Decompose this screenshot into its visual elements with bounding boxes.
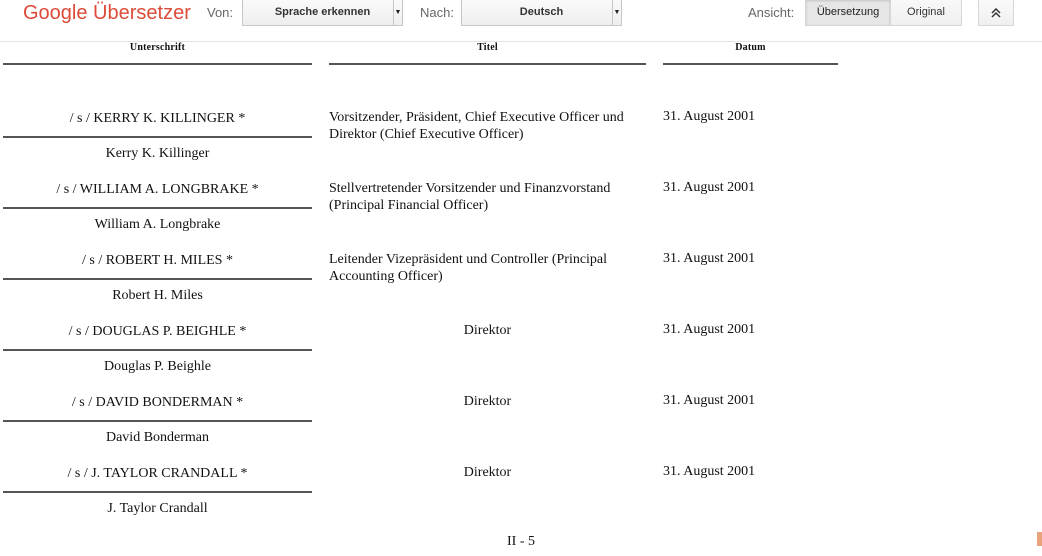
signature-line	[3, 278, 312, 280]
from-label: Von:	[207, 5, 234, 20]
signature-line	[3, 349, 312, 351]
scroll-indicator[interactable]	[1037, 532, 1042, 546]
signature-name: Douglas P. Beighle	[104, 359, 211, 374]
header-date: Datum	[735, 42, 766, 53]
row-date: 31. August 2001	[663, 464, 756, 479]
target-language-select[interactable]	[461, 0, 622, 26]
page-number: II - 5	[507, 534, 535, 549]
signature-signed: / s / WILLIAM A. LONGBRAKE *	[56, 182, 259, 197]
header-signature: Unterschrift	[129, 42, 186, 53]
row-date: 31. August 2001	[663, 180, 756, 195]
header-title: Titel	[477, 42, 498, 53]
signature-name: Kerry K. Killinger	[105, 146, 210, 161]
signature-name: William A. Longbrake	[94, 217, 221, 232]
header-rule	[663, 63, 838, 65]
signature-signed: / s / KERRY K. KILLINGER *	[69, 111, 246, 126]
signature-line	[3, 136, 312, 138]
row-title: Vorsitzender, Präsident, Chief Executive Officer und Direktor (Chief Executive Officer)	[329, 110, 624, 142]
view-label: Ansicht:	[748, 5, 795, 20]
row-date: 31. August 2001	[663, 251, 756, 266]
brand-logo[interactable]: Google Übersetzer	[23, 2, 191, 24]
translated-document	[0, 42, 1042, 556]
signature-name: Robert H. Miles	[112, 288, 203, 303]
view-translation-button[interactable]: Übersetzung	[805, 0, 891, 26]
double-chevron-up-icon	[991, 8, 1001, 18]
signature-name: David Bonderman	[105, 430, 210, 445]
chevron-down-icon: ▼	[393, 0, 402, 25]
signature-line	[3, 491, 312, 493]
header-rule	[3, 63, 312, 65]
row-date: 31. August 2001	[663, 393, 756, 408]
header-rule	[329, 63, 646, 65]
target-language-value: Deutsch	[519, 6, 564, 18]
chevron-down-icon: ▼	[612, 0, 621, 25]
signature-line	[3, 420, 312, 422]
source-language-select[interactable]	[242, 0, 403, 26]
row-title: Leitender Vizepräsident und Controller (Principal Accounting Officer)	[329, 252, 608, 284]
translate-toolbar	[0, 0, 1042, 42]
row-title: Direktor	[463, 394, 512, 409]
signature-signed: / s / DOUGLAS P. BEIGHLE *	[68, 324, 247, 339]
signature-signed: / s / ROBERT H. MILES *	[82, 253, 233, 268]
row-title: Stellvertretender Vorsitzender und Finanzvorstand (Principal Financial Officer)	[329, 181, 611, 213]
signature-signed: / s / J. TAYLOR CRANDALL *	[67, 466, 248, 481]
row-title: Direktor	[463, 465, 512, 480]
signature-signed: / s / DAVID BONDERMAN *	[71, 395, 244, 410]
row-date: 31. August 2001	[663, 322, 756, 337]
row-date: 31. August 2001	[663, 109, 756, 124]
signature-name: J. Taylor Crandall	[107, 501, 208, 516]
collapse-toolbar-button[interactable]	[978, 0, 1014, 26]
row-title: Direktor	[463, 323, 512, 338]
source-language-value: Sprache erkennen	[274, 6, 371, 18]
view-original-button[interactable]: Original	[890, 0, 962, 26]
to-label: Nach:	[420, 5, 454, 20]
signature-line	[3, 207, 312, 209]
